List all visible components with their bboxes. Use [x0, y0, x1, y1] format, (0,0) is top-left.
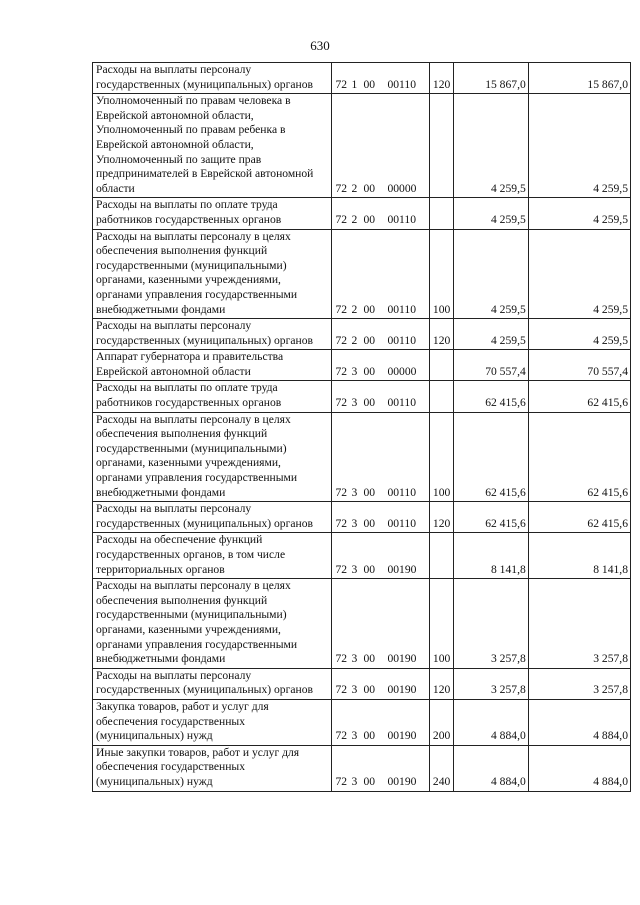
amount-cell: 15 867,0: [453, 63, 528, 94]
amount-cell: 3 257,8: [453, 668, 528, 699]
code-part: 00110: [387, 396, 416, 410]
code-part: 00: [363, 729, 376, 743]
target-article-code-cell: [332, 502, 429, 533]
code-part: 00000: [387, 181, 417, 195]
code-part: 2: [351, 333, 358, 347]
code-part: 72: [335, 212, 348, 226]
target-article-code-cell: [332, 579, 429, 669]
expense-type-cell: 120: [429, 502, 453, 533]
code-part: 1: [351, 77, 358, 91]
expense-type-cell: 200: [429, 699, 453, 745]
code-part: 72: [335, 774, 348, 788]
amount-cell: 8 141,8: [528, 533, 630, 579]
table-row: [93, 745, 631, 791]
code-part: 3: [351, 562, 358, 576]
code-part: 00190: [387, 774, 417, 788]
code-part: 72: [335, 562, 348, 576]
amount-cell: 4 884,0: [453, 745, 528, 791]
code-part: 72: [335, 652, 348, 666]
code-part: 72: [335, 333, 348, 347]
amount-cell: 70 557,4: [528, 350, 630, 381]
amount-cell: 4 884,0: [528, 745, 630, 791]
code-part: 3: [351, 485, 358, 499]
expense-name-cell: Иные закупки товаров, работ и услуг для обеспечения государственных (муниципальных) нужд: [93, 745, 332, 791]
code-part: 72: [335, 729, 348, 743]
code-part: 00000: [387, 364, 417, 378]
code-part: 00110: [387, 333, 416, 347]
amount-cell: 3 257,8: [528, 579, 630, 669]
amount-cell: 4 259,5: [453, 94, 528, 198]
amount-cell: 62 415,6: [528, 381, 630, 412]
code-part: 00190: [387, 652, 417, 666]
code-part: 72: [335, 396, 348, 410]
amount-cell: 62 415,6: [453, 502, 528, 533]
code-part: 72: [335, 485, 348, 499]
expense-name-cell: Расходы на выплаты персоналу государственных (муниципальных) органов: [93, 319, 332, 350]
amount-cell: 4 884,0: [528, 699, 630, 745]
amount-cell: 62 415,6: [453, 412, 528, 502]
expense-type-cell: [429, 381, 453, 412]
table-row: [93, 198, 631, 229]
code-part: 00: [363, 562, 376, 576]
expense-type-cell: [429, 94, 453, 198]
code-part: 00110: [387, 77, 416, 91]
target-article-code-cell: [332, 412, 429, 502]
code-part: 00110: [387, 302, 416, 316]
code-part: 2: [351, 212, 358, 226]
table-row: [93, 63, 631, 94]
code-part: 00190: [387, 562, 417, 576]
code-part: 72: [335, 683, 348, 697]
expense-name-cell: Расходы на выплаты персоналу в целях обеспечения выполнения функций государственными (муниципальными) органами, казенными учреждениями, органами управления государственными внебюджетными фондами: [93, 412, 332, 502]
code-part: 00: [363, 364, 376, 378]
table-row: [93, 229, 631, 319]
target-article-code-cell: [332, 198, 429, 229]
target-article-code-cell: [332, 745, 429, 791]
amount-cell: 4 259,5: [528, 198, 630, 229]
target-article-code-cell: [332, 533, 429, 579]
code-part: 00: [363, 333, 376, 347]
expense-name-cell: Расходы на выплаты по оплате труда работников государственных органов: [93, 381, 332, 412]
page-number: 630: [310, 38, 330, 53]
amount-cell: 3 257,8: [453, 579, 528, 669]
code-part: 00: [363, 683, 376, 697]
amount-cell: 4 884,0: [453, 699, 528, 745]
code-part: 3: [351, 683, 358, 697]
expense-type-cell: 100: [429, 229, 453, 319]
expense-name-cell: Уполномоченный по правам человека в Еврейской автономной области, Уполномоченный по правам ребенка в Еврейской автономной области, Уполномоченный по защите прав предпринимателей в Еврейской автономной области: [93, 94, 332, 198]
amount-cell: 3 257,8: [528, 668, 630, 699]
code-part: 00190: [387, 729, 417, 743]
code-part: 72: [335, 302, 348, 316]
code-part: 00: [363, 181, 376, 195]
code-part: 00: [363, 77, 376, 91]
amount-cell: 4 259,5: [528, 319, 630, 350]
amount-cell: 62 415,6: [453, 381, 528, 412]
target-article-code-cell: [332, 381, 429, 412]
code-part: 00110: [387, 516, 416, 530]
expense-name-cell: Расходы на выплаты персоналу государственных (муниципальных) органов: [93, 668, 332, 699]
code-part: 00: [363, 652, 376, 666]
expense-type-cell: 240: [429, 745, 453, 791]
table-row: [93, 350, 631, 381]
amount-cell: 4 259,5: [453, 198, 528, 229]
target-article-code-cell: [332, 699, 429, 745]
table-row: [93, 668, 631, 699]
code-part: 72: [335, 181, 348, 195]
expense-name-cell: Расходы на выплаты персоналу в целях обеспечения выполнения функций государственными (муниципальными) органами, казенными учреждениями, органами управления государственными внебюджетными фондами: [93, 229, 332, 319]
code-part: 3: [351, 729, 358, 743]
code-part: 2: [351, 302, 358, 316]
amount-cell: 8 141,8: [453, 533, 528, 579]
amount-cell: 4 259,5: [528, 94, 630, 198]
code-part: 00: [363, 774, 376, 788]
expense-name-cell: Расходы на выплаты по оплате труда работников государственных органов: [93, 198, 332, 229]
expense-name-cell: Расходы на выплаты персоналу в целях обеспечения выполнения функций государственными (муниципальными) органами, казенными учреждениями, органами управления государственными внебюджетными фондами: [93, 579, 332, 669]
amount-cell: 62 415,6: [528, 412, 630, 502]
table-row: [93, 533, 631, 579]
amount-cell: 4 259,5: [453, 229, 528, 319]
code-part: 72: [335, 516, 348, 530]
code-part: 00: [363, 396, 376, 410]
table-row: [93, 319, 631, 350]
target-article-code-cell: [332, 63, 429, 94]
code-part: 00: [363, 485, 376, 499]
code-part: 72: [335, 364, 348, 378]
table-row: [93, 579, 631, 669]
target-article-code-cell: [332, 668, 429, 699]
table-row: [93, 94, 631, 198]
target-article-code-cell: [332, 350, 429, 381]
budget-table-body: [93, 63, 631, 792]
expense-type-cell: 100: [429, 579, 453, 669]
expense-name-cell: Закупка товаров, работ и услуг для обеспечения государственных (муниципальных) нужд: [93, 699, 332, 745]
target-article-code-cell: [332, 319, 429, 350]
code-part: 00: [363, 516, 376, 530]
table-row: [93, 699, 631, 745]
target-article-code-cell: [332, 94, 429, 198]
expense-name-cell: Аппарат губернатора и правительства Еврейской автономной области: [93, 350, 332, 381]
amount-cell: 4 259,5: [528, 229, 630, 319]
expense-type-cell: 120: [429, 668, 453, 699]
code-part: 2: [351, 181, 358, 195]
expense-name-cell: Расходы на выплаты персоналу государственных (муниципальных) органов: [93, 502, 332, 533]
expense-type-cell: 120: [429, 63, 453, 94]
expense-name-cell: Расходы на обеспечение функций государственных органов, в том числе территориальных органов: [93, 533, 332, 579]
code-part: 00110: [387, 485, 416, 499]
amount-cell: 4 259,5: [453, 319, 528, 350]
expense-type-cell: 100: [429, 412, 453, 502]
code-part: 3: [351, 652, 358, 666]
target-article-code-cell: [332, 229, 429, 319]
code-part: 00110: [387, 212, 416, 226]
code-part: 3: [351, 364, 358, 378]
amount-cell: 70 557,4: [453, 350, 528, 381]
expense-type-cell: [429, 350, 453, 381]
code-part: 3: [351, 396, 358, 410]
amount-cell: 15 867,0: [528, 63, 630, 94]
code-part: 3: [351, 516, 358, 530]
code-part: 00: [363, 212, 376, 226]
code-part: 3: [351, 774, 358, 788]
table-row: [93, 381, 631, 412]
code-part: 00: [363, 302, 376, 316]
code-part: 72: [335, 77, 348, 91]
amount-cell: 62 415,6: [528, 502, 630, 533]
table-row: [93, 412, 631, 502]
expense-type-cell: [429, 533, 453, 579]
expense-type-cell: 120: [429, 319, 453, 350]
expense-type-cell: [429, 198, 453, 229]
expense-name-cell: Расходы на выплаты персоналу государственных (муниципальных) органов: [93, 63, 332, 94]
budget-table: [92, 62, 631, 792]
code-part: 00190: [387, 683, 417, 697]
table-row: [93, 502, 631, 533]
